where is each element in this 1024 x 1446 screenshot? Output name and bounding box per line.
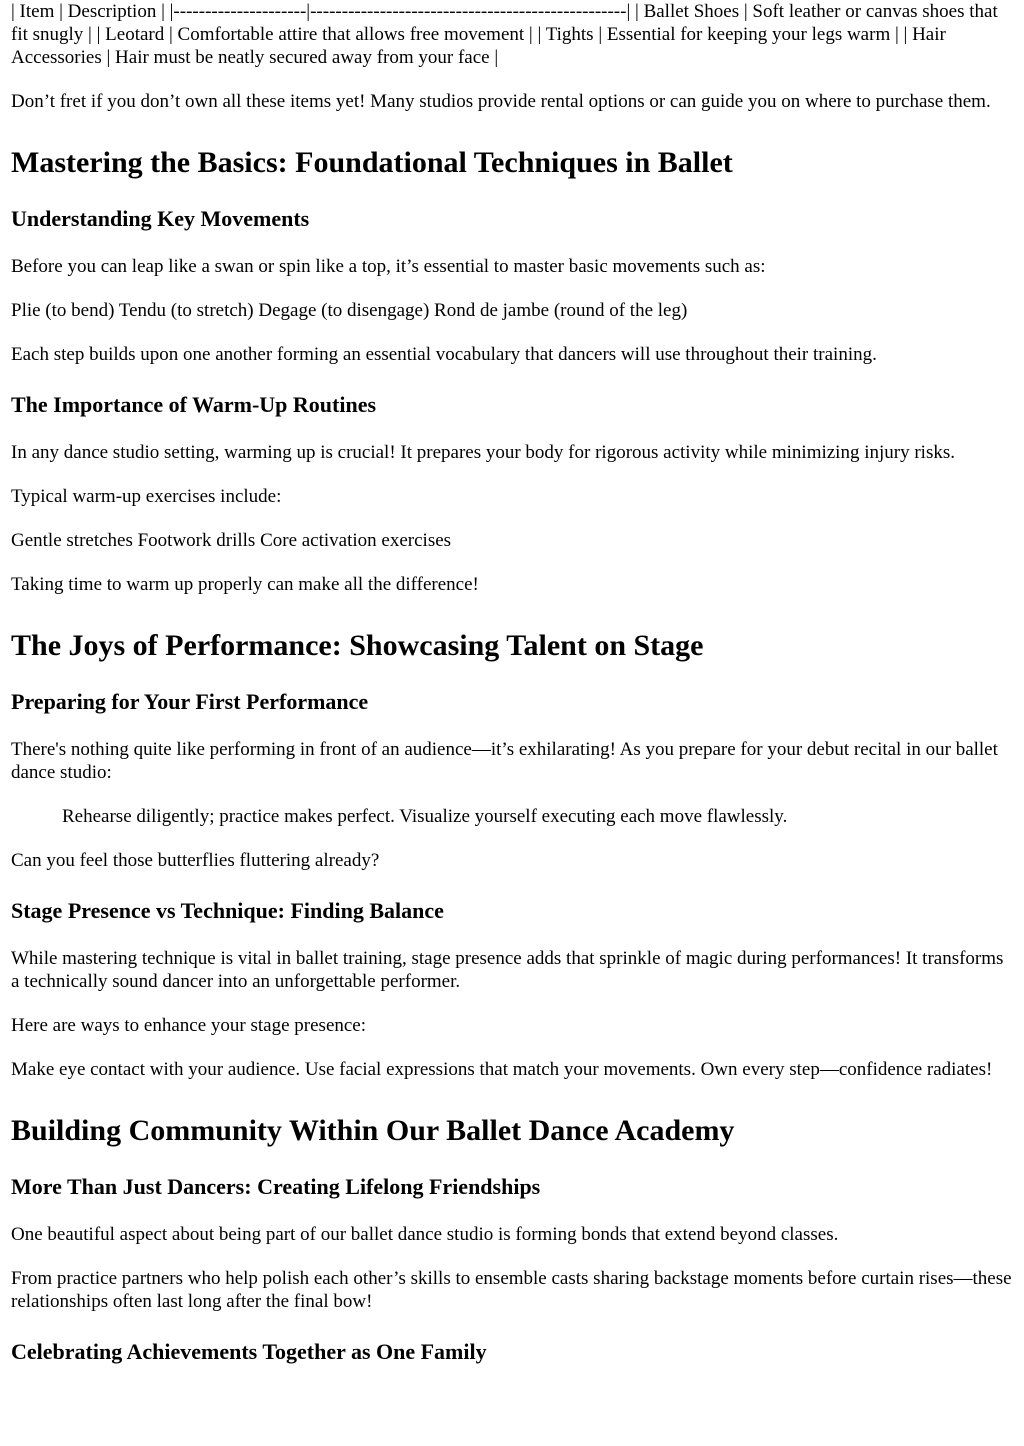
- stage-presence-list: Make eye contact with your audience. Use facial expressions that match your movements. Own every step—confidence radiates!: [11, 1059, 993, 1080]
- heading-first-performance: Preparing for Your First Performance: [11, 689, 369, 714]
- section-title-performance: The Joys of Performance: Showcasing Talent on Stage: [11, 629, 704, 662]
- key-movements-outro: Each step builds upon one another forming an essential vocabulary that dancers will use throughout their training.: [11, 344, 877, 365]
- heading-friendships: More Than Just Dancers: Creating Lifelong Friendships: [11, 1174, 541, 1199]
- warm-up-exercises-intro: Typical warm-up exercises include:: [11, 486, 282, 507]
- heading-warm-up: The Importance of Warm-Up Routines: [11, 392, 377, 417]
- warm-up-outro: Taking time to warm up properly can make all the difference!: [11, 574, 479, 595]
- section-title-basics: Mastering the Basics: Foundational Techniques in Ballet: [11, 146, 733, 179]
- rental-note: Don’t fret if you don’t own all these items yet! Many studios provide rental options or can guide you on where to purchase them.: [11, 91, 991, 112]
- attire-table-text: | Item | Description | |---------------------|--------------------------------------------------| | Ballet Shoes | Soft leather or canvas shoes that fit snugly | | Leotard | Comfortable attire that allows free movement | | Tights | Essential for keeping your legs warm | | Hair Accessories | Hair must be neatly secured away from your face |: [11, 1, 998, 68]
- friendships-paragraph-2: From practice partners who help polish each other’s skills to ensemble casts sharing backstage moments before curtain rises—these relationships often last long after the final bow!: [11, 1268, 1012, 1312]
- stage-presence-paragraph: While mastering technique is vital in ballet training, stage presence adds that sprinkle of magic during performances! It transforms a technically sound dancer into an unforgettable performer.: [11, 948, 1004, 992]
- heading-stage-presence: Stage Presence vs Technique: Finding Balance: [11, 898, 444, 923]
- friendships-paragraph-1: One beautiful aspect about being part of our ballet dance studio is forming bonds that extend beyond classes.: [11, 1224, 839, 1245]
- heading-achievements: Celebrating Achievements Together as One Family: [11, 1339, 487, 1364]
- section-title-community: Building Community Within Our Ballet Dance Academy: [11, 1114, 735, 1147]
- stage-presence-intro: Here are ways to enhance your stage presence:: [11, 1015, 367, 1036]
- warm-up-paragraph: In any dance studio setting, warming up is crucial! It prepares your body for rigorous activity while minimizing injury risks.: [11, 442, 955, 463]
- key-movements-list: Plie (to bend) Tendu (to stretch) Degage (to disengage) Rond de jambe (round of the leg): [11, 300, 688, 321]
- heading-key-movements: Understanding Key Movements: [11, 206, 310, 231]
- rehearsal-quote: Rehearse diligently; practice makes perfect. Visualize yourself executing each move flawlessly.: [62, 806, 788, 827]
- butterflies-question: Can you feel those butterflies fluttering already?: [11, 850, 380, 871]
- first-performance-paragraph: There's nothing quite like performing in front of an audience—it’s exhilarating! As you prepare for your debut recital in our ballet dance studio:: [11, 739, 998, 783]
- warm-up-exercises-list: Gentle stretches Footwork drills Core activation exercises: [11, 530, 452, 551]
- key-movements-intro: Before you can leap like a swan or spin like a top, it’s essential to master basic movements such as:: [11, 256, 766, 277]
